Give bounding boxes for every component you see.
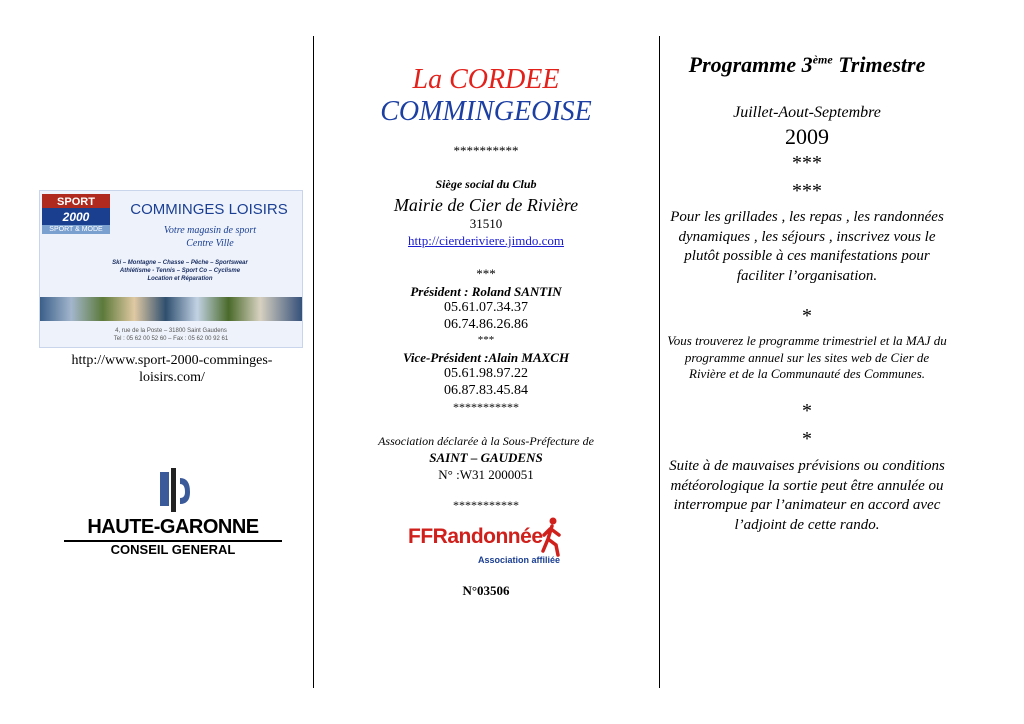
info-paragraph-registration: Pour les grillades , les repas , les randonnées dynamiques , les séjours , inscrivez vous le plutôt possible à ces manifestations pour faciliter l’organisation. (670, 209, 944, 284)
club-website-link[interactable]: http://cierderiviere.jimdo.com (408, 233, 564, 248)
sport2000-url[interactable]: http://www.sport-2000-comminges- loisirs.com/ (71, 353, 273, 385)
ad-photo-strip (40, 297, 302, 321)
separator-stars: *********** (453, 498, 519, 512)
association-place: SAINT – GAUDENS (429, 450, 543, 465)
ad-address: 4, rue de la Poste – 31800 Saint Gaudens Tel : 05 62 00 52 60 – Fax : 05 62 00 92 61 (113, 328, 229, 342)
separator-stars: *** (476, 266, 496, 281)
info-paragraph-weather: Suite à de mauvaises prévisions ou conditions météorologique la sortie peut être annulée ou interrompue par l’animateur en accord avec l’adjoint de cette rando. (669, 458, 945, 533)
column-divider-right (659, 36, 660, 688)
siege-name: Mairie de Cier de Rivière (393, 195, 579, 215)
separator-stars: *** (792, 180, 822, 202)
programme-heading: Programme 3ème Trimestre (688, 52, 926, 77)
separator-stars: *** (792, 152, 822, 174)
ffrandonnee-logo: FFRandonnée Association affiliée (408, 517, 568, 569)
ad-activities: Ski – Montagne – Chasse – Pêche – Sportswear Athlétisme - Tennis – Sport Co – Cyclisme Location et Réparation (112, 260, 248, 282)
programme-year: 2009 (785, 124, 829, 149)
vice-phone-1: 05.61.98.97.22 (444, 366, 528, 381)
separator-stars: ********** (453, 143, 519, 158)
separator-star: * (802, 305, 812, 327)
ad-tagline: Votre magasin de sport Centre Ville (163, 225, 257, 249)
association-declaration: Association déclarée à la Sous-Préfecture de (378, 434, 594, 448)
separator-star: * (802, 428, 812, 450)
president-phone-2: 06.74.86.26.86 (444, 317, 528, 332)
postcode: 31510 (469, 216, 503, 231)
sport2000-logo: SPORT 2000 SPORT & MODE (42, 194, 110, 234)
vice-phone-2: 06.87.83.45.84 (444, 383, 528, 398)
hiker-icon (540, 517, 564, 557)
ad-title: COMMINGES LOISIRS (130, 201, 288, 218)
president-phone-1: 05.61.07.34.37 (444, 300, 528, 315)
separator-star: * (802, 400, 812, 422)
separator-stars: *** (477, 334, 495, 346)
column-divider-left (313, 36, 314, 688)
sport2000-ad-card (39, 190, 303, 348)
club-title-line1: La CORDEE (412, 64, 560, 95)
association-number: N° :W31 2000051 (438, 467, 534, 482)
siege-label: Siège social du Club (435, 177, 537, 191)
info-paragraph-websites: Vous trouverez le programme trimestriel et la MAJ du programme annuel sur les sites web de Cier de Rivière et de la Communauté des Communes. (667, 333, 947, 381)
separator-stars: *********** (453, 400, 519, 414)
vice-president: Vice-Président :Alain MAXCH (402, 350, 570, 365)
hg-emblem-icon (154, 468, 194, 512)
club-number: N°03506 (462, 583, 510, 598)
programme-months: Juillet-Aout-Septembre (733, 104, 881, 121)
haute-garonne-logo: HAUTE-GARONNE CONSEIL GENERAL (64, 468, 282, 560)
president: Président : Roland SANTIN (410, 284, 562, 299)
club-title-line2: COMMINGEOISE (380, 96, 592, 127)
